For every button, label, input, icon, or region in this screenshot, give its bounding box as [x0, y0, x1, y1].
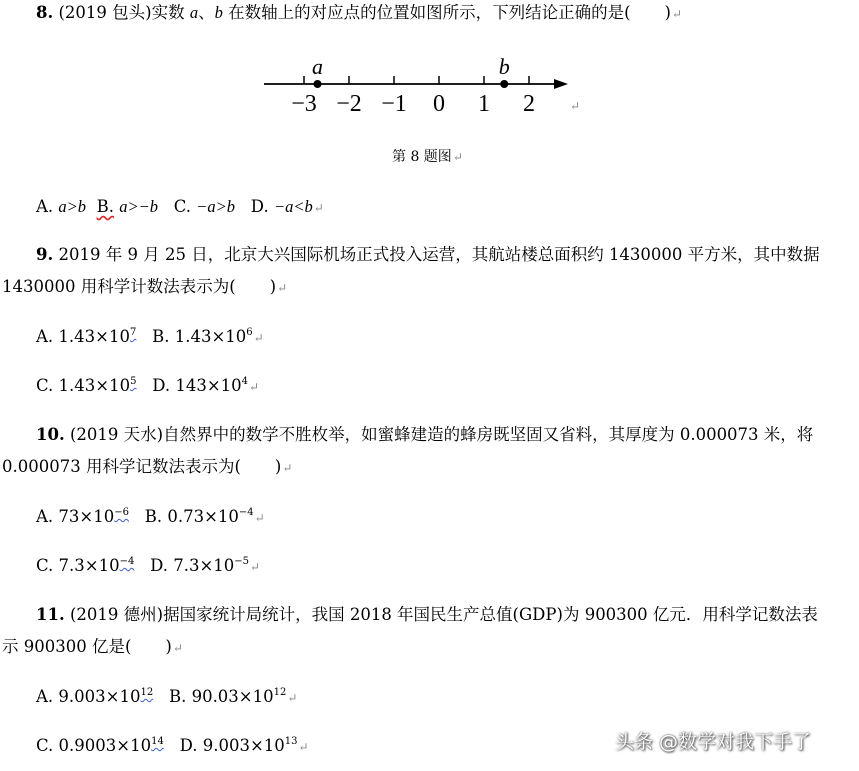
q11-option-d: D. $9.003\times 10^{13}$	[179, 736, 298, 755]
q10-option-d: D. $7.3\times 10^{-5}$	[150, 556, 250, 575]
tick-label: −2	[336, 91, 362, 117]
point-a-label: a	[312, 54, 323, 79]
q8-stem	[36, 2, 682, 25]
figure-caption	[392, 146, 463, 168]
figure-caption-text: 第 8 题图	[392, 149, 452, 165]
paragraph-mark-icon: ↵	[254, 511, 265, 525]
q10-option-a: A. $73\times 10^{-6}$	[36, 507, 129, 526]
q11-option-a: A. $9.003\times 10^{12}$	[36, 687, 154, 706]
q11-options-ab	[36, 686, 297, 709]
q11-option-c: C. $0.9003\times 10^{14}$	[36, 736, 164, 755]
q9-option-a: A. $1.43\times 10^7$	[36, 327, 137, 346]
q9-stem-line2	[2, 276, 287, 299]
q11-text-2: 示 900300 亿是(	[2, 637, 132, 656]
watermark: 头条 @数学对我下手了	[615, 731, 812, 753]
q8-options	[36, 196, 324, 219]
q8-option-a-label: A.	[36, 197, 54, 216]
point-b-label: b	[498, 54, 510, 79]
q10-text-1: (2019 天水)自然界中的数学不胜枚举，如蜜蜂建造的蜂房既坚固又省料，其厚度为 0.000073 米，将	[69, 425, 814, 444]
paragraph-mark-icon: ↵	[277, 281, 288, 295]
q9-option-c: C. $1.43\times 10^5$	[36, 376, 137, 395]
paragraph-mark-icon: ↵	[172, 641, 183, 655]
paragraph-mark-icon: ↵	[671, 7, 683, 21]
q10-options-ab	[36, 506, 265, 529]
number-line-arrow-icon	[554, 79, 568, 89]
q8-option-d: −a<b	[273, 197, 313, 216]
q9-close: )	[269, 277, 277, 296]
q8-var-b: b	[214, 3, 223, 22]
q8-option-a: a>b	[58, 197, 87, 216]
paragraph-mark-icon: ↵	[250, 560, 261, 574]
paragraph-mark-icon: ↵	[253, 331, 264, 345]
q9-text-1: 2019 年 9 月 25 日，北京大兴国际机场正式投入运营，其航站楼总面积约 1430000 平方米，其中数据	[58, 245, 820, 264]
tick-label: −3	[291, 91, 317, 117]
q11-options-cd	[36, 735, 309, 758]
q8-option-c: −a>b	[196, 197, 236, 216]
q10-option-c: C. $7.3\times 10^{-4}$	[36, 556, 135, 575]
q8-sep: 、	[198, 3, 215, 22]
paragraph-mark-icon: ↵	[298, 740, 309, 754]
q8-option-b: a>−b	[119, 197, 158, 216]
q11-option-b: B. $90.03\times 10^{12}$	[168, 687, 287, 706]
q9-number: 9.	[36, 245, 54, 264]
paragraph-mark-icon: ↵	[570, 99, 581, 113]
q8-text-b: 在数轴上的对应点的位置如图所示，下列结论正确的是(	[228, 3, 631, 22]
paragraph-mark-icon: ↵	[282, 461, 293, 475]
paragraph-mark-icon: ↵	[313, 201, 324, 215]
q11-close: )	[165, 637, 172, 656]
q10-options-cd	[36, 555, 260, 578]
q9-text-2: 1430000 用科学计数法表示为(	[2, 277, 236, 296]
q9-option-d: D. $143\times 10^4$	[152, 376, 249, 395]
q9-options-cd	[36, 375, 259, 398]
q8-number: 8.	[36, 3, 54, 22]
q8-option-c-label: C.	[173, 197, 192, 216]
paragraph-mark-icon: ↵	[249, 380, 260, 394]
q9-stem-line1	[36, 244, 820, 266]
tick-label: 2	[523, 91, 535, 117]
paragraph-mark-icon: ↵	[452, 150, 463, 164]
tick-label: 1	[478, 91, 490, 117]
q9-options-ab	[36, 326, 264, 349]
q11-stem-line1	[36, 604, 818, 626]
paragraph-mark-icon: ↵	[287, 691, 298, 705]
q11-stem-line2	[2, 636, 183, 659]
q10-stem-line2	[2, 456, 292, 479]
number-line-figure	[258, 52, 588, 124]
point-b-dot	[500, 80, 508, 88]
q11-number: 11.	[36, 605, 65, 624]
q8-var-a: a	[189, 3, 199, 22]
q10-option-b: B. $0.73\times 10^{-4}$	[144, 507, 254, 526]
q10-text-2: 0.000073 用科学记数法表示为(	[2, 457, 241, 476]
q9-option-b: B. $1.43\times 10^6$	[152, 327, 253, 346]
q8-option-d-label: D.	[250, 197, 269, 216]
q10-close: )	[274, 457, 282, 476]
tick-label: 0	[433, 91, 445, 117]
q8-option-b-label: B.	[96, 197, 114, 216]
tick-label: −1	[381, 91, 407, 117]
point-a-dot	[314, 80, 322, 88]
q10-stem-line1	[36, 424, 813, 446]
q10-number: 10.	[36, 425, 65, 444]
q8-close: )	[664, 3, 671, 22]
q8-text-a: (2019 包头)实数	[58, 3, 185, 22]
q11-text-1: (2019 德州)据国家统计局统计，我国 2018 年国民生产总值(GDP)为 900300 亿元．用科学记数法表	[69, 605, 818, 624]
